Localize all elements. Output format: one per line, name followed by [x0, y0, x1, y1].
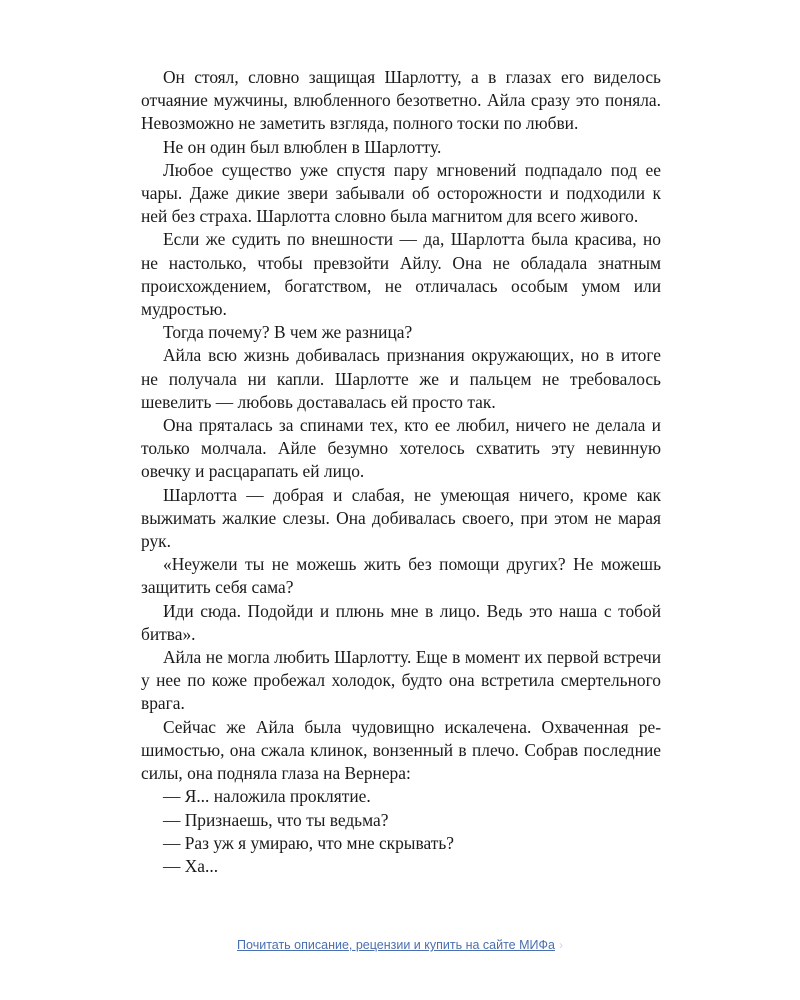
footer: [0, 938, 800, 952]
paragraph: Любое существо уже спустя пару мгновений подпадало под ее чары. Даже дикие звери забывали об осторожности и подходили к ней без страха. Шарлотта словно была магнитом для всего живого.: [141, 159, 661, 227]
paragraph: Шарлотта — добрая и слабая, не умеющая ничего, кроме как выжимать жалкие слезы. Она добивалась своего, при этом не марая рук.: [141, 484, 661, 552]
paragraph: Айла не могла любить Шарлотту. Еще в момент их первой встречи у нее по коже пробежал холодок, будто она встретила смертельного врага.: [141, 647, 661, 714]
paragraph: Не он один был влюблен в Шарлотту.: [163, 136, 442, 157]
paragraph: Айла всю жизнь добивалась признания окружающих, но в итоге не получала ни капли. Шарлотте же и пальцем не требовалось шевелить — любовь доставалась ей просто так.: [141, 345, 661, 412]
paragraph: «Неужели ты не можешь жить без помощи других? Не можешь защитить себя сама?: [141, 554, 661, 598]
chevron-right-icon: ›: [558, 938, 563, 952]
paragraph: — Раз уж я умираю, что мне скрывать?: [163, 832, 454, 853]
page-text: [141, 66, 661, 878]
buy-book-link[interactable]: Почитать описание, рецензии и купить на сайте МИФа: [237, 938, 555, 952]
paragraph: Сейчас же Айла была чудовищно искалечена. Охваченная решимостью, она сжала клинок, вонзенный в плечо. Собрав последние силы, она подняла глаза на Вернера:: [141, 716, 661, 784]
paragraph: — Признаешь, что ты ведьма?: [163, 809, 389, 830]
paragraph: Тогда почему? В чем же разница?: [163, 322, 413, 343]
paragraph: Если же судить по внешности — да, Шарлотта была красива, но не настолько, чтобы превзойти Айлу. Она не обладала знатным происхождением, богатством, не отличалась особым умом или мудростью.: [141, 229, 661, 320]
paragraph: Иди сюда. Подойди и плюнь мне в лицо. Ведь это наша с тобой битва».: [141, 600, 661, 644]
paragraph: Он стоял, словно защищая Шарлотту, а в глазах его виделось отчаяние мужчины, влюбленного безответно. Айла сразу это поняла. Невозможно не заметить взгляда, полного тоски по любви.: [141, 67, 661, 134]
paragraph: Она пряталась за спинами тех, кто ее любил, ничего не делала и только молчала. Айле безумно хотелось схватить эту невинную овечку и расцарапать ей лицо.: [141, 415, 661, 482]
paragraph: — Ха...: [163, 855, 219, 876]
paragraph: — Я... наложила проклятие.: [163, 786, 371, 807]
